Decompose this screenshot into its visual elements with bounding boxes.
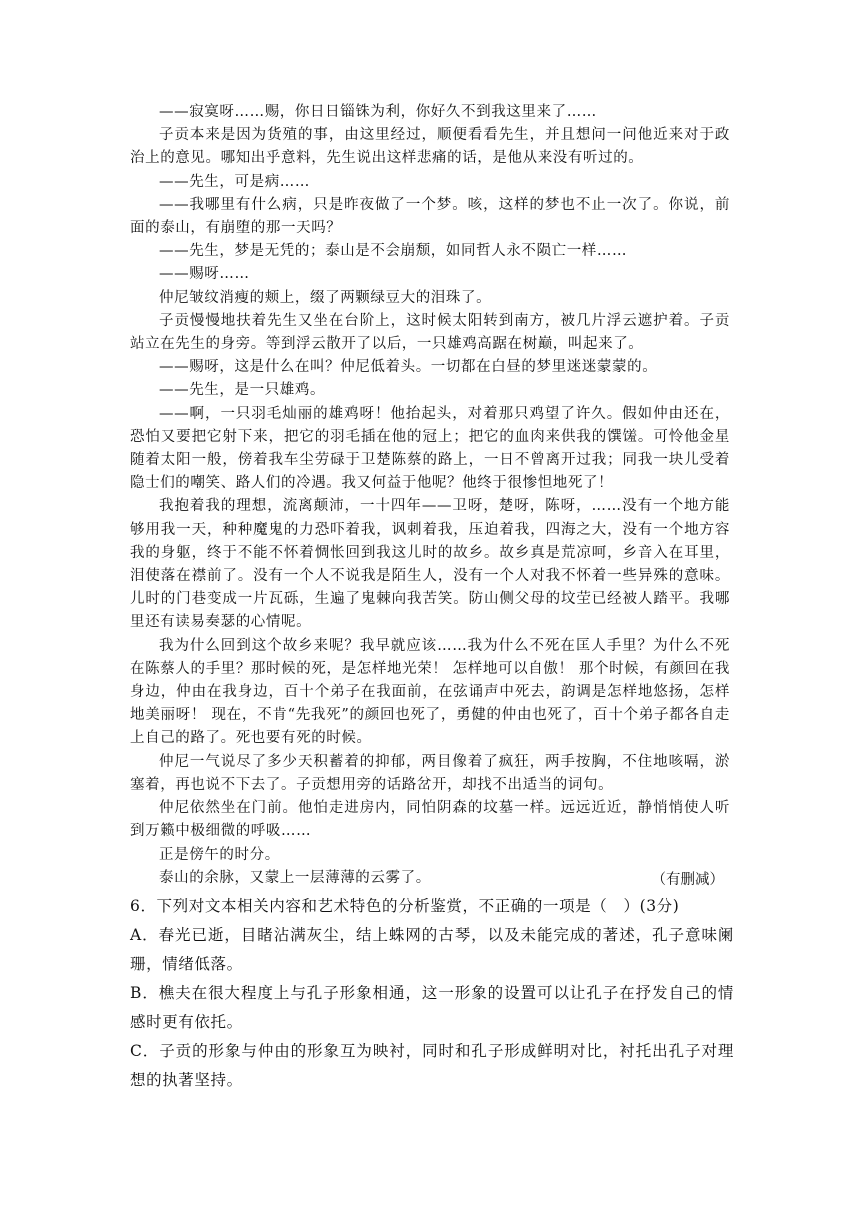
reading-passage	[130, 101, 730, 890]
passage-paragraph: ——先生，可是病……	[159, 173, 310, 190]
option-c: C．子贡的形象与仲由的形象互为映衬，同时和孔子形成鲜明对比，衬托出孔子对理想的执著坚持。	[130, 1042, 734, 1089]
abridged-note: （有删减）	[651, 872, 724, 888]
passage-paragraph: ——寂寞呀……赐，你日日锱铢为利，你好久不到我这里来了……	[159, 104, 597, 120]
passage-paragraph: 仲尼皱纹消瘦的颊上，缀了两颗绿豆大的泪珠了。	[159, 289, 492, 306]
passage-paragraph: ——赐呀，这是什么在叫？仲尼低着头。一切都在白昼的梦里迷迷蒙蒙的。	[159, 359, 658, 376]
passage-paragraph: 我抱着我的理想，流离颠沛，一十四年——卫呀，楚呀，陈呀，……没有一个地方能够用我一天，种种魔鬼的力恐吓着我，讽刺着我，压迫着我，四海之大，没有一个地方容我的身躯，终于不能不怀着惆怅回到我这儿时的故乡。故乡真是荒凉呵，乡音入在耳里，泪使落在襟前了。没有一个人不说我是陌生人，没有一个人对我不怀着一些异殊的意味。儿时的门巷变成一片瓦砾，生遍了鬼棘向我苦笑。防山侧父母的坟茔已经被人踏平。我哪里还有读易奏瑟的心情呢。	[130, 498, 730, 631]
passage-paragraph: 正是傍午的时分。	[159, 846, 280, 863]
passage-paragraph: ——啊，一只羽毛灿丽的雄鸡呀！他抬起头，对着那只鸡望了许久。假如仲由还在，恐怕又要把它射下来，把它的羽毛插在他的冠上；把它的血肉来供我的馔馐。可怜他金星随着太阳一般，傍着我车尘劳碌于卫楚陈蔡的路上，一日不曾离开过我；同我一块儿受着隐士们的嘲笑、路人们的冷遇。我又何益于他呢？他终于很惨怛地死了！	[130, 405, 730, 492]
option-b: B．樵夫在很大程度上与孔子形象相通，这一形象的设置可以让孔子在抒发自己的情感时更有依托。	[130, 984, 734, 1031]
passage-paragraph: ——先生，是一只雄鸡。	[159, 382, 326, 399]
passage-paragraph: 我为什么回到这个故乡来呢？我早就应该……我为什么不死在匡人手里？为什么不死在陈蔡人的手里？那时候的死，是怎样地光荣！ 怎样地可以自傲！ 那个时候，有颜回在我身边，仲由在我身边，百十个弟子在我面前，在弦诵声中死去，韵调是怎样地悠扬，怎样地美丽呀！ 现在，不肯“先我死”的颜回也死了，勇健的仲由也死了，百十个弟子都各自走上自己的路了。死也要有死的时候。	[130, 637, 730, 747]
passage-paragraph: 泰山的余脉，又蒙上一层薄薄的云雾了。	[159, 869, 431, 886]
passage-paragraph: ——我哪里有什么病，只是昨夜做了一个梦。咳，这样的梦也不止一次了。你说，前面的泰山，有崩堕的那一天吗？	[130, 196, 730, 237]
passage-paragraph: 子贡慢慢地扶着先生又坐在台阶上，这时候太阳转到南方，被几片浮云遮护着。子贡站立在先生的身旁。等到浮云散开了以后，一只雄鸡高踞在树巅，叫起来了。	[130, 312, 730, 353]
passage-paragraph: ——赐呀……	[159, 266, 250, 283]
passage-paragraph: ——先生，梦是无凭的；泰山是不会崩颓，如同哲人永不陨亡一样……	[159, 243, 628, 260]
passage-paragraph: 子贡本来是因为货殖的事，由这里经过，顺便看看先生，并且想问一问他近来对于政治上的意见。哪知出乎意料，先生说出这样悲痛的话，是他从来没有听过的。	[130, 127, 730, 167]
passage-paragraph: 仲尼依然坐在门前。他怕走进房内，同怕阴森的坟墓一样。远远近近，静悄悄使人听到万籁中极细微的呼吸……	[130, 800, 730, 840]
passage-paragraph: 仲尼一气说尽了多少天积蓄着的抑郁，两目像着了疯狂，两手按胸，不住地咳嗝，淤塞着，再也说不下去了。子贡想用旁的话路岔开，却找不出适当的词句。	[130, 753, 730, 793]
question-stem: 6．下列对文本相关内容和艺术特色的分析鉴赏，不正确的一项是（ ）(3分)	[130, 897, 680, 915]
question-6	[130, 892, 734, 1095]
option-a: A．春光已逝，目睹沾满灰尘，结上蛛网的古琴，以及未能完成的著述，孔子意味阑珊，情绪低落。	[130, 926, 734, 973]
